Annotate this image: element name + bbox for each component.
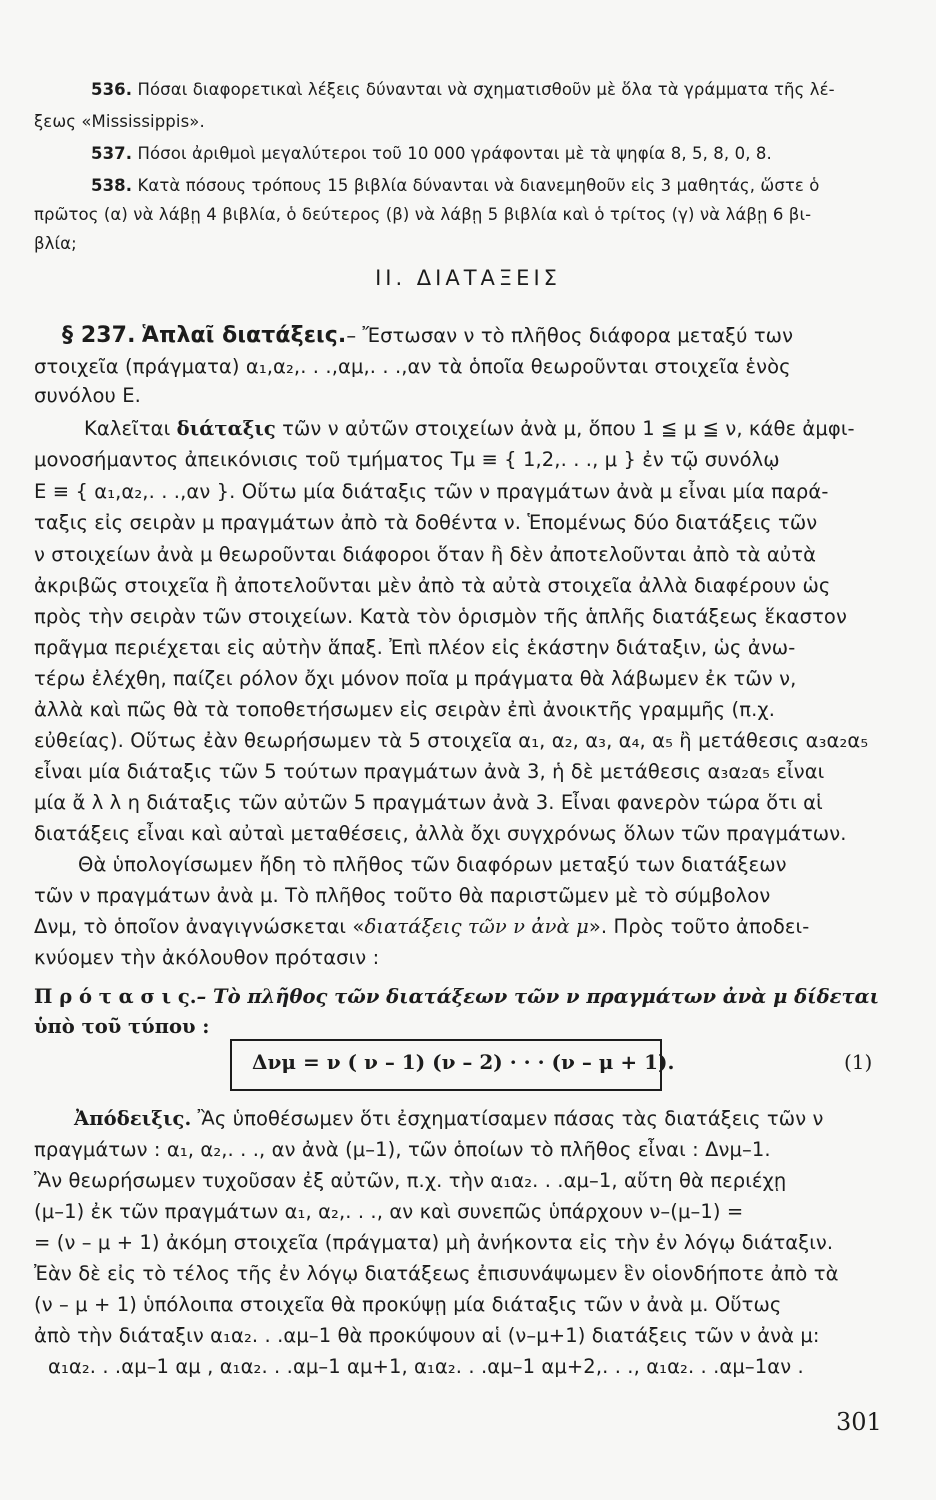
proof-text: Ἂς ὑποθέσωμεν ὅτι ἐσχηματίσαμεν πάσας τὰς διατάξεις τῶν ν bbox=[197, 1107, 824, 1130]
section-title-line bbox=[62, 323, 880, 348]
definition-line-8: πρᾶγμα περιέχεται εἰς αὐτὴν ἅπαξ. Ἐπὶ πλέον εἰς ἑκάστην διάταξιν, ὡς ἀνω- bbox=[34, 636, 796, 659]
proof-line-2: πραγμάτων : α₁, α₂,. . ., αν ἀνὰ (μ–1), τῶν ὁποίων τὸ πλῆθος εἶναι : Δνμ–1. bbox=[34, 1138, 771, 1161]
proposition-line-1 bbox=[34, 985, 880, 1008]
proof-line-9: α₁α₂. . .αμ–1 αμ , α₁α₂. . .αμ–1 αμ+1, α₁α₂. . .αμ–1 αμ+2,. . ., α₁α₂. . .αμ–1αν . bbox=[48, 1355, 804, 1378]
definition-line-7: πρὸς τὴν σειρὰν τῶν στοιχείων. Κατὰ τὸν ὁρισμὸν τῆς ἁπλῆς διατάξεως ἕκαστον bbox=[34, 605, 847, 628]
section-number: § 237. bbox=[62, 323, 136, 348]
proposition-statement: – Τὸ πλῆθος τῶν διατάξεων τῶν ν πραγμάτων ἀνὰ μ δίδεται bbox=[196, 985, 880, 1008]
definition-text: Καλεῖται bbox=[84, 417, 177, 440]
proposition-line-2: ὑπὸ τοῦ τύπου : bbox=[34, 1015, 210, 1038]
exercise-number: 536. bbox=[91, 80, 133, 99]
definition-line-10: ἀλλὰ καὶ πῶς θὰ τὰ τοποθετήσωμεν εἰς σειρὰν ἐπὶ ἀνοικτῆς γραμμῆς (π.χ. bbox=[34, 698, 776, 721]
section-heading: II. ΔΙΑΤΑΞΕΙΣ bbox=[375, 266, 561, 290]
count-text: Δνμ, τὸ ὁποῖον ἀναγιγνώσκεται « bbox=[34, 915, 365, 938]
proof-line-1 bbox=[74, 1107, 880, 1130]
definition-line-4: ταξις εἰς σειρὰν μ πραγμάτων ἀπὸ τὰ δοθέντα ν. Ἑπομένως δύο διατάξεις τῶν bbox=[34, 511, 818, 534]
exercise-text: Πόσαι διαφορετικαὶ λέξεις δύνανται νὰ σχηματισθοῦν μὲ ὅλα τὰ γράμματα τῆς λέ- bbox=[137, 80, 835, 99]
definition-line-5: ν στοιχείων ἀνὰ μ θεωροῦνται διάφοροι ὅταν ἢ δὲν ἀποτελοῦνται ἀπὸ τὰ αὐτὰ bbox=[34, 543, 817, 566]
definition-line-2: μονοσήμαντος ἀπεικόνισις τοῦ τμήματος Τμ ≡ { 1,2,. . ., μ } ἐν τῷ συνόλῳ bbox=[34, 448, 780, 471]
proof-line-6: Ἐὰν δὲ εἰς τὸ τέλος τῆς ἐν λόγῳ διατάξεως ἐπισυνάψωμεν ἓν οἱονδήποτε ἀπὸ τὰ bbox=[34, 1262, 839, 1285]
definition-line-6: ἀκριβῶς στοιχεῖα ἢ ἀποτελοῦνται μὲν ἀπὸ τὰ αὐτὰ στοιχεῖα ἀλλὰ διαφέρουν ὡς bbox=[34, 574, 831, 597]
proposition-label: Π ρ ό τ α σ ι ς. bbox=[34, 985, 197, 1008]
section-line-3: συνόλου Ε. bbox=[34, 384, 141, 407]
proof-line-5: = (ν – μ + 1) ἀκόμη στοιχεῖα (πράγματα) μὴ ἀνήκοντα εἰς τὴν ἐν λόγῳ διάταξιν. bbox=[34, 1231, 834, 1254]
definition-line-11: εὐθείας). Οὕτως ἐὰν θεωρήσωμεν τὰ 5 στοιχεῖα α₁, α₂, α₃, α₄, α₅ ἢ μετάθεσις α₃α₂α₅ bbox=[34, 729, 869, 752]
section-intro: – Ἔστωσαν ν τὸ πλῆθος διάφορα μεταξύ των bbox=[346, 324, 794, 347]
proof-line-8: ἀπὸ τὴν διάταξιν α₁α₂. . .αμ–1 θὰ προκύψουν αἱ (ν–μ+1) διατάξεις τῶν ν ἀνὰ μ: bbox=[34, 1324, 820, 1347]
definition-line-3: Ε ≡ { α₁,α₂,. . .,αν }. Οὕτω μία διάταξις τῶν ν πραγμάτων ἀνὰ μ εἶναι μία παρά- bbox=[34, 480, 829, 503]
exercise-538-line-1 bbox=[91, 176, 881, 195]
proof-line-3: Ἂν θεωρήσωμεν τυχοῦσαν ἐξ αὐτῶν, π.χ. τὴν α₁α₂. . .αμ–1, αὕτη θὰ περιέχῃ bbox=[34, 1169, 787, 1192]
count-text: ». Πρὸς τοῦτο ἀποδει- bbox=[588, 915, 810, 938]
exercise-536-line-2: ξεως «Mississippis». bbox=[34, 112, 205, 131]
exercise-text: Πόσοι ἀριθμοὶ μεγαλύτεροι τοῦ 10 000 γράφονται μὲ τὰ ψηφία 8, 5, 8, 0, 8. bbox=[137, 144, 772, 163]
exercise-536-line-1 bbox=[91, 80, 881, 99]
definition-line-12: εἶναι μία διάταξις τῶν 5 τούτων πραγμάτων ἀνὰ 3, ἡ δὲ μετάθεσις α₃α₂α₅ εἶναι bbox=[34, 760, 825, 783]
equation-number: (1) bbox=[844, 1050, 873, 1074]
proof-line-7: (ν – μ + 1) ὑπόλοιπα στοιχεῖα θὰ προκύψῃ μία διάταξις τῶν ν ἀνὰ μ. Οὕτως bbox=[34, 1293, 782, 1316]
count-line-1: Θὰ ὑπολογίσωμεν ἤδη τὸ πλῆθος τῶν διαφόρων μεταξύ των διατάξεων bbox=[78, 853, 787, 876]
count-line-4: κνύομεν τὴν ἀκόλουθον πρότασιν : bbox=[34, 946, 380, 969]
definition-text: τῶν ν αὐτῶν στοιχείων ἀνὰ μ, ὅπου 1 ≦ μ ≦ ν, κάθε ἀμφι- bbox=[275, 417, 855, 440]
section-title: Ἁπλαῖ διατάξεις. bbox=[141, 323, 347, 348]
definition-line-13: μία ἄ λ λ η διάταξις τῶν αὐτῶν 5 πραγμάτων ἀνὰ 3. Εἶναι φανερὸν τώρα ὅτι αἱ bbox=[34, 791, 823, 814]
formula: Δνμ = ν ( ν – 1) (ν – 2) · · · (ν – μ + 1). bbox=[252, 1050, 675, 1074]
exercise-538-line-3: βλία; bbox=[34, 234, 77, 253]
count-line-2: τῶν ν πραγμάτων ἀνὰ μ. Τὸ πλῆθος τοῦτο θὰ παριστῶμεν μὲ τὸ σύμβολον bbox=[34, 884, 771, 907]
section-line-2: στοιχεῖα (πράγματα) α₁,α₂,. . .,αμ,. . .,αν τὰ ὁποῖα θεωροῦνται στοιχεῖα ἑνὸς bbox=[34, 355, 791, 378]
definition-line-9: τέρω ἐλέχθη, παίζει ρόλον ὄχι μόνον ποῖα μ πράγματα θὰ λάβωμεν ἐκ τῶν ν, bbox=[34, 667, 797, 690]
definition-line-14: διατάξεις εἶναι καὶ αὐταὶ μεταθέσεις, ἀλλὰ ὄχι συγχρόνως ὅλων τῶν πραγμάτων. bbox=[34, 822, 847, 845]
exercise-number: 538. bbox=[91, 176, 133, 195]
exercise-text: Κατὰ πόσους τρόπους 15 βιβλία δύνανται νὰ διανεμηθοῦν εἰς 3 μαθητάς, ὥστε ὁ bbox=[137, 176, 820, 195]
proof-line-4: (μ–1) ἐκ τῶν πραγμάτων α₁, α₂,. . ., αν καὶ συνεπῶς ὑπάρχουν ν–(μ–1) = bbox=[34, 1200, 744, 1223]
definition-line-1 bbox=[84, 417, 880, 440]
exercise-537-line-1 bbox=[91, 144, 936, 163]
page-number: 301 bbox=[836, 1408, 882, 1436]
exercise-number: 537. bbox=[91, 144, 133, 163]
term-diataxis: διάταξις bbox=[176, 417, 276, 440]
count-italic: διατάξεις τῶν ν ἀνὰ μ bbox=[364, 915, 589, 938]
proof-label: Ἀπόδειξις. bbox=[74, 1107, 192, 1130]
count-line-3 bbox=[34, 915, 880, 938]
exercise-538-line-2: πρῶτος (α) νὰ λάβῃ 4 βιβλία, ὁ δεύτερος (β) νὰ λάβῃ 5 βιβλία καὶ ὁ τρίτος (γ) νὰ λάβῃ 6 βι- bbox=[34, 205, 812, 224]
